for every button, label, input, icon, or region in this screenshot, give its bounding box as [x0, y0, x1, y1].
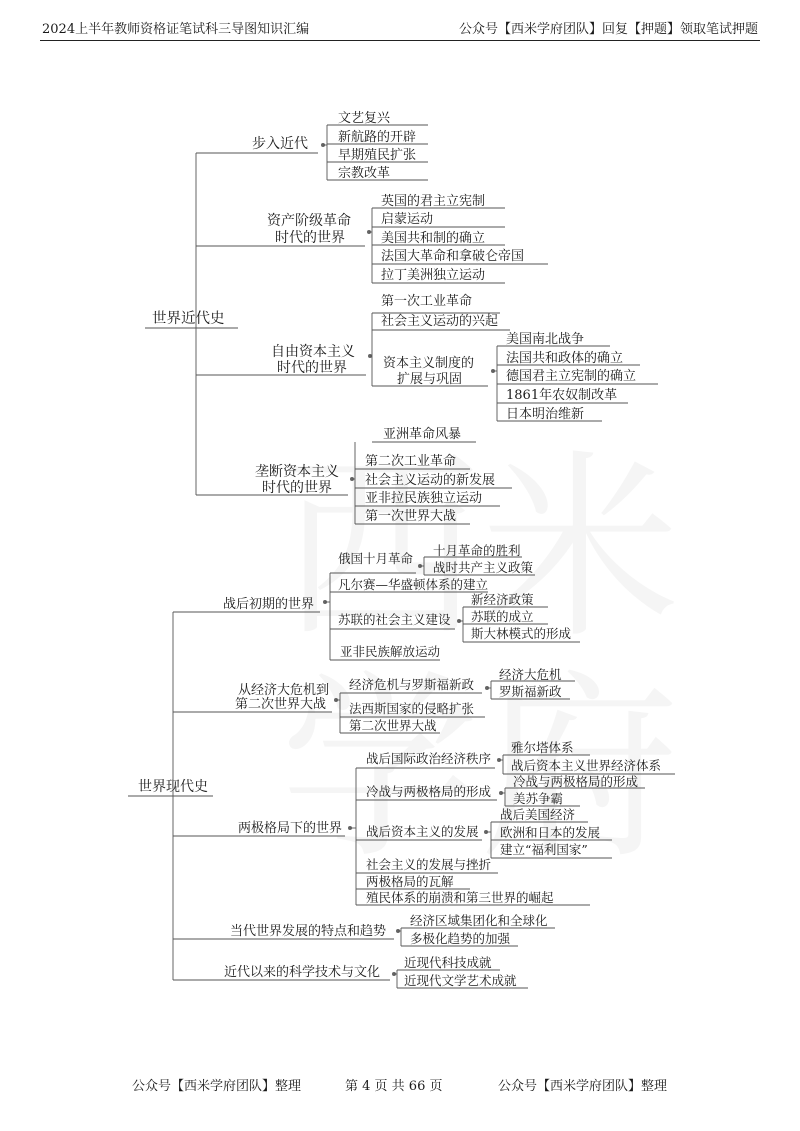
root-contemporary-history: 世界现代史: [138, 779, 208, 795]
branch-monopoly-capitalism-l2: 时代的世界: [262, 480, 332, 496]
leaf-us-soviet-rivalry: 美苏争霸: [513, 791, 564, 806]
leaf-bipolar-collapse: 两极格局的瓦解: [366, 874, 454, 889]
leaf-american-republic: 美国共和制的确立: [381, 231, 486, 246]
leaf-roosevelt-new-deal: 罗斯福新政: [499, 684, 562, 699]
sub-postwar-order: 战后国际政治经济秩序: [366, 751, 492, 766]
sub-october-revolution: 俄国十月革命: [338, 551, 414, 566]
leaf-socialist-movement-development: 社会主义运动的新发展: [365, 473, 496, 488]
leaf-first-industrial-revolution: 第一次工业革命: [381, 294, 473, 309]
branch-postwar-early-world: 战后初期的世界: [223, 597, 315, 612]
leaf-second-industrial-revolution: 第二次工业革命: [365, 454, 457, 469]
footer-page-number: 第 4 页 共 66 页: [345, 1079, 443, 1094]
leaf-new-economic-policy: 新经济政策: [471, 592, 534, 607]
leaf-postwar-capitalist-economy: 战后资本主义世界经济体系: [511, 758, 662, 773]
leaf-modern-literature-arts: 近现代文学艺术成就: [404, 973, 517, 988]
leaf-october-revolution-victory: 十月革命的胜利: [433, 543, 521, 558]
leaf-regional-blocs-globalization: 经济区域集团化和全球化: [410, 913, 548, 928]
leaf-versailles-washington-system: 凡尔赛—华盛顿体系的建立: [338, 577, 489, 592]
leaf-first-world-war: 第一次世界大战: [365, 509, 457, 524]
footer-right: 公众号【西米学府团队】整理: [498, 1079, 668, 1094]
header-title: 2024上半年教师资格证笔试科三导图知识汇编: [42, 22, 310, 37]
leaf-new-sea-routes: 新航路的开辟: [338, 130, 417, 145]
leaf-meiji-restoration: 日本明治维新: [506, 407, 585, 422]
leaf-french-revolution-napoleon: 法国大革命和拿破仑帝国: [381, 249, 525, 264]
header-promo: 公众号【西米学府团队】回复【押题】领取笔试押题: [458, 22, 758, 37]
leaf-ussr-founding: 苏联的成立: [471, 609, 534, 624]
leaf-american-civil-war: 美国南北战争: [506, 332, 585, 347]
leaf-colonial-collapse-third-world: 殖民体系的崩溃和第三世界的崛起: [366, 890, 554, 905]
leaf-afro-asian-liberation: 亚非民族解放运动: [340, 644, 441, 659]
modern-history-map: [145, 110, 658, 524]
contemporary-history-map: [128, 543, 675, 988]
branch-crisis-to-wwii-l2: 第二次世界大战: [235, 697, 327, 712]
leaf-socialism-development-setbacks: 社会主义的发展与挫折: [366, 857, 492, 872]
leaf-welfare-state: 建立“福利国家”: [500, 842, 588, 857]
branch-free-capitalism-l1: 自由资本主义: [271, 344, 355, 360]
leaf-reformation: 宗教改革: [338, 166, 391, 181]
leaf-serfdom-reform: 1861年农奴制改革: [506, 388, 618, 403]
branch-contemporary-trends: 当代世界发展的特点和趋势: [230, 924, 387, 939]
sub-capitalism-consolidation-l2: 扩展与巩固: [397, 372, 463, 387]
leaf-second-world-war: 第二次世界大战: [349, 718, 437, 733]
leaf-modern-science-tech: 近现代科技成就: [404, 955, 492, 970]
leaf-rise-socialist-movement: 社会主义运动的兴起: [381, 314, 499, 329]
sub-capitalism-consolidation-l1: 资本主义制度的: [383, 356, 475, 371]
leaf-asian-revolution-storm: 亚洲革命风暴: [383, 427, 462, 442]
sub-postwar-capitalism: 战后资本主义的发展: [366, 824, 479, 839]
leaf-early-colonial-expansion: 早期殖民扩张: [338, 148, 417, 163]
leaf-fascist-aggression: 法西斯国家的侵略扩张: [349, 701, 475, 716]
leaf-stalin-model: 斯大林模式的形成: [471, 626, 572, 641]
branch-monopoly-capitalism-l1: 垄断资本主义: [255, 464, 339, 480]
root-modern-history: 世界近代史: [152, 311, 225, 327]
leaf-yalta-system: 雅尔塔体系: [511, 740, 574, 755]
branch-bourgeois-revolution-l2: 时代的世界: [275, 230, 345, 246]
branch-entering-modern: 步入近代: [252, 136, 308, 152]
leaf-latin-america-independence: 拉丁美洲独立运动: [381, 268, 486, 283]
sub-cold-war: 冷战与两极格局的形成: [366, 784, 492, 799]
leaf-afro-asian-latin-independence: 亚非拉民族独立运动: [365, 491, 483, 506]
branch-bourgeois-revolution-l1: 资产阶级革命: [267, 213, 351, 229]
leaf-english-constitutional-monarchy: 英国的君主立宪制: [381, 194, 486, 209]
leaf-war-communism: 战时共产主义政策: [433, 560, 534, 575]
leaf-german-constitutional-monarchy: 德国君主立宪制的确立: [506, 369, 637, 384]
branch-free-capitalism-l2: 时代的世界: [277, 360, 347, 376]
leaf-french-republic: 法国共和政体的确立: [506, 351, 624, 366]
sub-soviet-socialist-construction: 苏联的社会主义建设: [338, 612, 451, 627]
leaf-postwar-us-economy: 战后美国经济: [500, 807, 576, 822]
footer-left: 公众号【西米学府团队】整理: [132, 1079, 302, 1094]
leaf-cold-war-bipolar-formation: 冷战与两极格局的形成: [513, 774, 639, 789]
branch-science-culture: 近代以来的科学技术与文化: [224, 965, 381, 980]
branch-bipolar-world: 两极格局下的世界: [238, 821, 343, 836]
sub-crisis-new-deal: 经济危机与罗斯福新政: [349, 677, 475, 692]
leaf-europe-japan-development: 欧洲和日本的发展: [500, 825, 601, 840]
leaf-great-depression: 经济大危机: [499, 667, 562, 682]
branch-crisis-to-wwii-l1: 从经济大危机到: [238, 683, 330, 698]
leaf-renaissance: 文艺复兴: [338, 111, 391, 126]
leaf-multipolarity: 多极化趋势的加强: [410, 931, 511, 946]
leaf-enlightenment: 启蒙运动: [381, 212, 434, 227]
